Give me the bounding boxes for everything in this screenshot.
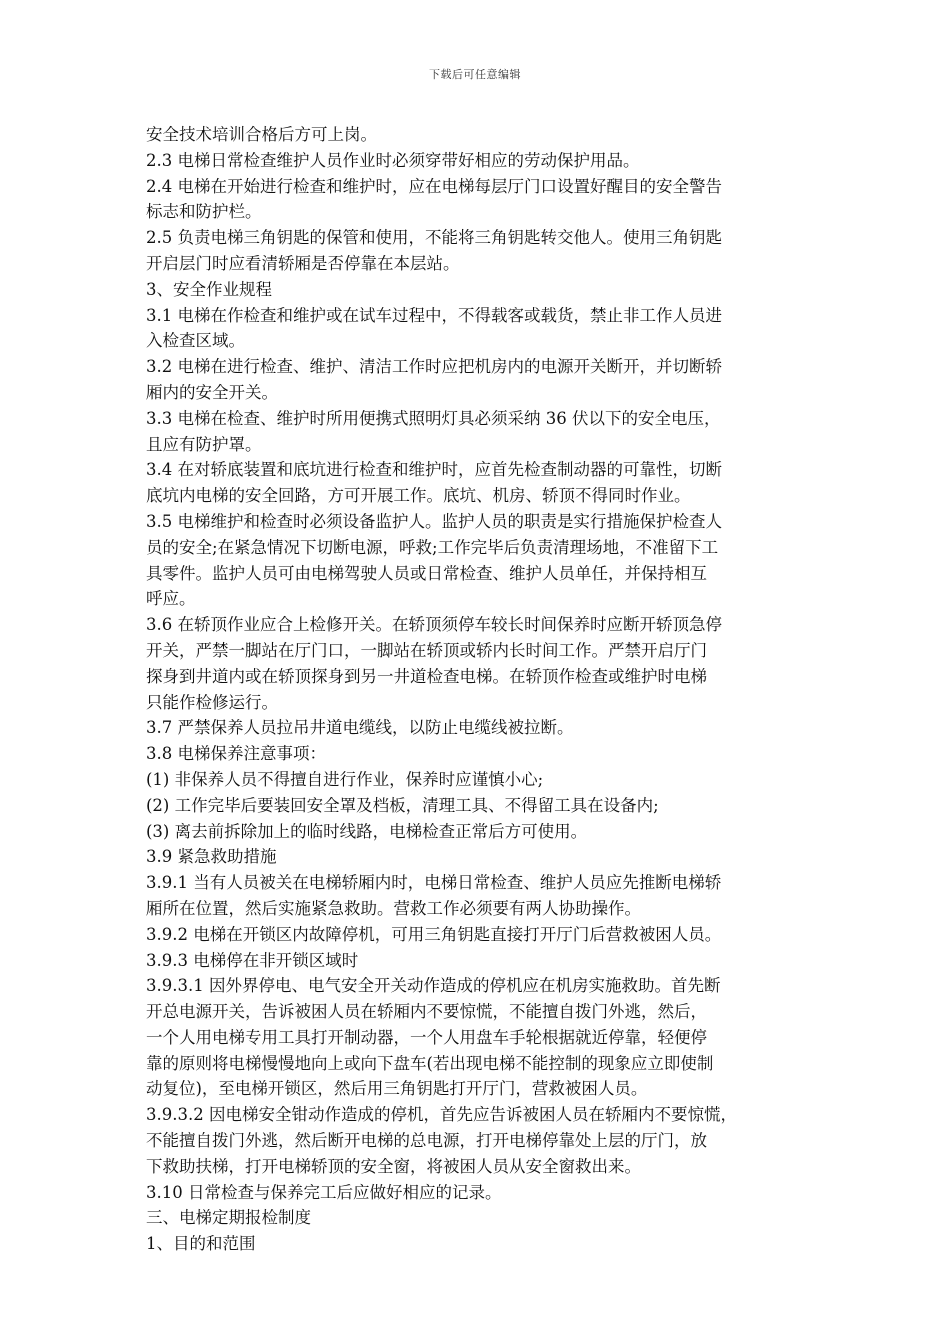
- text-line: 3.1 电梯在作检查和维护或在试车过程中，不得载客或载货，禁止非工作人员进: [146, 305, 722, 325]
- text-line: 不能擅自拨门外逃，然后断开电梯的总电源，打开电梯停靠处上层的厅门，放: [146, 1131, 707, 1151]
- text-line: 下救助扶梯，打开电梯轿顶的安全窗，将被困人员从安全窗救出来。: [146, 1156, 641, 1176]
- text-line: 底坑内电梯的安全回路，方可开展工作。底坑、机房、轿顶不得同时作业。: [146, 486, 691, 506]
- text-line: 3.4 在对轿底装置和底坑进行检查和维护时，应首先检查制动器的可靠性，切断: [146, 460, 722, 480]
- text-line: (1) 非保养人员不得擅自进行作业，保养时应谨慎小心;: [146, 769, 544, 789]
- text-line: 3.10 日常检查与保养完工后应做好相应的记录。: [146, 1182, 502, 1202]
- text-line: (2) 工作完毕后要装回安全罩及档板，清理工具、不得留工具在设备内;: [146, 795, 659, 815]
- text-line: 3.6 在轿顶作业应合上检修开关。在轿顶须停车较长时间保养时应断开轿顶急停: [146, 615, 722, 635]
- text-line: 厢内的安全开关。: [146, 382, 278, 402]
- text-line: 3.9 紧急救助措施: [146, 847, 277, 867]
- text-line: 3.9.3.2 因电梯安全钳动作造成的停机，首先应告诉被困人员在轿厢内不要惊慌，: [146, 1105, 737, 1125]
- text-line: 动复位)，至电梯开锁区，然后用三角钥匙打开厅门，营救被困人员。: [146, 1079, 648, 1099]
- text-line: 开启层门时应看清轿厢是否停靠在本层站。: [146, 253, 460, 273]
- text-line: 安全技术培训合格后方可上岗。: [146, 125, 377, 144]
- text-line: 3.9.3.1 因外界停电、电气安全开关动作造成的停机应在机房实施救助。首先断: [146, 976, 721, 996]
- text-line: 入检查区域。: [146, 331, 245, 351]
- text-line: 靠的原则将电梯慢慢地向上或向下盘车(若出现电梯不能控制的现象应立即使制: [146, 1053, 714, 1073]
- text-line: 3.9.1 当有人员被关在电梯轿厢内时，电梯日常检查、维护人员应先推断电梯轿: [146, 873, 722, 893]
- text-line: 三、电梯定期报检制度: [146, 1208, 311, 1228]
- text-line: 一个人用电梯专用工具打开制动器，一个人用盘车手轮根据就近停靠，轻便停: [146, 1027, 707, 1047]
- text-line: 探身到井道内或在轿顶探身到另一井道检查电梯。在轿顶作检查或维护时电梯: [146, 666, 707, 686]
- text-line: 3.9.2 电梯在开锁区内故障停机，可用三角钥匙直接打开厅门后营救被困人员。: [146, 924, 722, 944]
- text-line: 3.3 电梯在检查、维护时所用便携式照明灯具必须采纳 36 伏以下的安全电压，: [146, 408, 721, 428]
- text-line: 3.2 电梯在进行检查、维护、清洁工作时应把机房内的电源开关断开，并切断轿: [146, 357, 722, 377]
- text-line: 3.5 电梯维护和检查时必须设备监护人。监护人员的职责是实行措施保护检查人: [146, 511, 722, 531]
- text-line: 开总电源开关，告诉被困人员在轿厢内不要惊慌，不能擅自拨门外逃，然后，: [146, 1002, 707, 1022]
- text-line: 具零件。监护人员可由电梯驾驶人员或日常检查、维护人员单任，并保持相互: [146, 563, 707, 583]
- text-line: 3、安全作业规程: [146, 279, 272, 299]
- text-line: 呼应。: [146, 589, 196, 609]
- text-line: 标志和防护栏。: [146, 202, 262, 222]
- document-body: [146, 122, 810, 1257]
- page-header-note: 下载后可任意编辑: [429, 68, 521, 81]
- text-line: 2.3 电梯日常检查维护人员作业时必须穿带好相应的劳动保护用品。: [146, 150, 640, 170]
- text-line: 3.8 电梯保养注意事项：: [146, 744, 326, 764]
- text-line: 3.7 严禁保养人员拉吊井道电缆线，以防止电缆线被拉断。: [146, 718, 574, 738]
- text-line: 开关，严禁一脚站在厅门口，一脚站在轿顶或轿内长时间工作。严禁开启厅门: [146, 640, 707, 660]
- text-line: 2.5 负责电梯三角钥匙的保管和使用，不能将三角钥匙转交他人。使用三角钥匙: [146, 228, 722, 248]
- text-line: 且应有防护罩。: [146, 434, 262, 454]
- text-line: 1、目的和范围: [146, 1234, 256, 1254]
- text-line: 员的安全;在紧急情况下切断电源，呼救;工作完毕后负责清理场地，不准留下工: [146, 537, 719, 557]
- text-line: 2.4 电梯在开始进行检查和维护时，应在电梯每层厅门口设置好醒目的安全警告: [146, 176, 722, 196]
- text-line: 厢所在位置，然后实施紧急救助。营救工作必须要有两人协助操作。: [146, 898, 641, 918]
- text-line: 3.9.3 电梯停在非开锁区域时: [146, 950, 359, 970]
- text-line: (3) 离去前拆除加上的临时线路，电梯检查正常后方可使用。: [146, 821, 588, 841]
- text-line: 只能作检修运行。: [146, 692, 278, 712]
